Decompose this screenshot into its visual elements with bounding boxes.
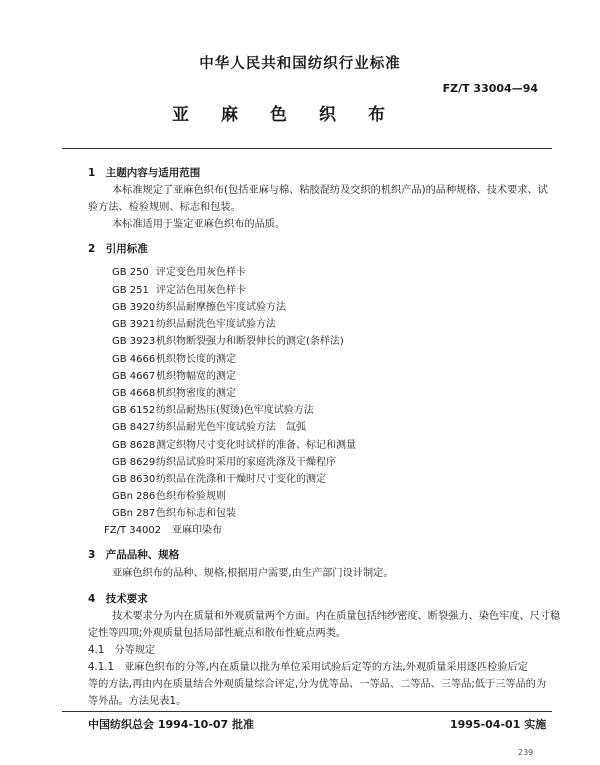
reference-code: GB 250 <box>112 267 149 278</box>
implementation-date: 1995-04-01 实施 <box>450 718 547 731</box>
reference-title: 亚麻印染布 <box>172 525 222 536</box>
standard-code: FZ/T 33004—94 <box>442 82 538 95</box>
reference-item <box>112 332 344 347</box>
section-4-paragraph-line: 技术要求分为内在质量和外观质量两个方面。内在质量包括纬纱密度、断裂强力、染色牢度、尺寸稳 <box>112 611 561 622</box>
reference-title: 纺织品耐光色牢度试验方法 氙弧 <box>156 422 306 433</box>
page-number: 239 <box>518 748 534 757</box>
reference-item <box>112 418 306 433</box>
reference-title: 纺织品耐热压(熨烫)色牢度试验方法 <box>156 405 314 416</box>
reference-code: FZ/T 34002 <box>104 525 162 536</box>
reference-code: GB 4667 <box>112 371 156 382</box>
title-char: 织 <box>319 105 336 125</box>
section-4-paragraph-line: 定性等四项;外观质量包括局部性疵点和散布性疵点两类。 <box>88 628 347 639</box>
section-3-heading: 3 产品品种、规格 <box>88 549 180 561</box>
reference-title: 机织物幅宽的测定 <box>156 371 236 382</box>
footer-divider <box>62 711 552 712</box>
reference-title: 评定沾色用灰色样卡 <box>156 285 246 296</box>
reference-item <box>112 298 286 313</box>
section-2-heading: 2 引用标准 <box>88 243 148 255</box>
reference-code: GB 8427 <box>112 422 156 433</box>
reference-code: GB 3923 <box>112 336 156 347</box>
reference-code: GB 8630 <box>112 474 156 485</box>
reference-item <box>112 350 236 365</box>
reference-code: GB 4666 <box>112 354 156 365</box>
section-1-heading: 1 主题内容与适用范围 <box>88 167 201 179</box>
title-char: 布 <box>368 105 385 125</box>
reference-item <box>112 470 326 485</box>
reference-item <box>112 367 236 382</box>
subsection-4-1-1-line: 4.1.1 亚麻色织布的分等,内在质量以批为单位采用试验后定等的方法,外观质量采用逐匹检验后定 <box>88 662 528 673</box>
reference-code: GB 8628 <box>112 440 156 451</box>
reference-title: 纺织品耐摩擦色牢度试验方法 <box>156 302 286 313</box>
reference-title: 机织物密度的测定 <box>156 388 236 399</box>
reference-title: 色织布检验规则 <box>156 491 226 502</box>
reference-code: GB 251 <box>112 285 149 296</box>
section-4-heading: 4 技术要求 <box>88 593 148 605</box>
standard-type-title: 中华人民共和国纺织行业标准 <box>199 56 401 72</box>
title-char: 色 <box>270 105 287 125</box>
reference-title: 测定织物尺寸变化时试样的准备、标记和测量 <box>156 440 356 451</box>
section-1-paragraph-2: 本标准适用于鉴定亚麻色织布的品质。 <box>112 219 286 230</box>
title-char: 亚 <box>172 105 189 125</box>
approval-date: 中国纺织总会 1994-10-07 批准 <box>88 718 255 731</box>
reference-item <box>104 521 222 536</box>
reference-title: 机织物长度的测定 <box>156 354 236 365</box>
section-3-paragraph: 亚麻色织布的品种、规格,根据用户需要,由生产部门设计制定。 <box>112 568 394 579</box>
reference-code: GBn 286 <box>112 491 156 502</box>
section-1-paragraph-line: 本标准规定了亚麻色织布(包括亚麻与棉、粘胶混纺及交织的机织产品)的品种规格、技术要求、试 <box>112 185 548 196</box>
reference-code: GB 8629 <box>112 457 156 468</box>
reference-item <box>112 401 314 416</box>
reference-title: 纺织品耐洗色牢度试验方法 <box>156 319 276 330</box>
reference-item <box>112 487 226 502</box>
subsection-4-1-heading: 4.1 分等规定 <box>88 645 156 656</box>
reference-item <box>112 263 246 278</box>
header-divider <box>62 148 552 149</box>
subsection-4-1-1-line: 等的方法,再由内在质量结合外观质量综合评定,分为优等品、一等品、二等品、三等品;低于三等品的为 <box>88 679 547 690</box>
reference-title: 色织布标志和包装 <box>156 508 236 519</box>
document-title <box>172 100 385 125</box>
reference-code: GB 3921 <box>112 319 156 330</box>
reference-code: GB 4668 <box>112 388 156 399</box>
reference-code: GBn 287 <box>112 508 156 519</box>
reference-item <box>112 281 246 296</box>
reference-title: 机织物断裂强力和断裂伸长的测定(条样法) <box>156 336 344 347</box>
reference-code: GB 3920 <box>112 302 156 313</box>
title-char: 麻 <box>221 105 238 125</box>
reference-item <box>112 453 336 468</box>
reference-code: GB 6152 <box>112 405 156 416</box>
reference-title: 评定变色用灰色样卡 <box>156 267 246 278</box>
reference-item <box>112 384 236 399</box>
reference-item <box>112 315 276 330</box>
section-1-paragraph-line: 验方法、检验规则、标志和包装。 <box>88 202 241 213</box>
reference-item <box>112 504 236 519</box>
reference-title: 纺织品在洗涤和干燥时尺寸变化的测定 <box>156 474 326 485</box>
subsection-4-1-1-line: 等外品。方法见表1。 <box>88 696 187 707</box>
reference-title: 纺织品试验时采用的家庭洗涤及干燥程序 <box>156 457 336 468</box>
reference-item <box>112 436 356 451</box>
